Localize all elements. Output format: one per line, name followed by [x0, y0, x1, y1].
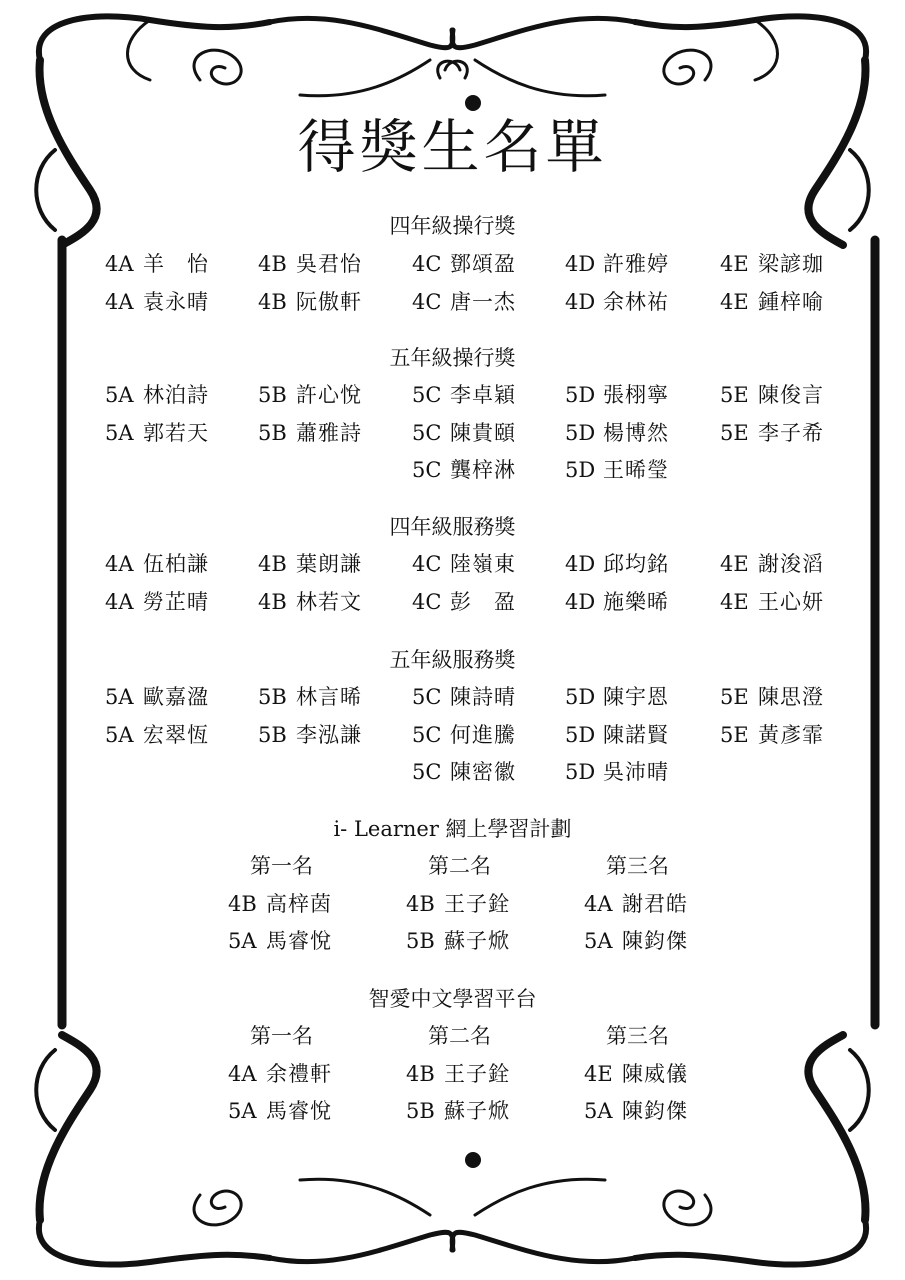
class-code: 4C	[412, 589, 442, 614]
student-name: 林若文	[296, 589, 362, 614]
student-entry	[565, 382, 669, 408]
class-code: 4D	[565, 589, 596, 614]
student-name: 李泓謙	[296, 722, 362, 747]
student-name: 李卓穎	[450, 383, 516, 407]
class-code: 5B	[406, 1099, 435, 1123]
student-entry	[565, 251, 669, 277]
class-code: 5B	[258, 383, 287, 407]
student-entry	[228, 891, 332, 917]
student-name: 龔梓淋	[450, 458, 516, 482]
student-entry	[720, 589, 824, 615]
class-code: 5A	[228, 1099, 257, 1123]
class-code: 4A	[584, 892, 613, 916]
student-entry	[105, 251, 209, 277]
student-entry	[412, 382, 516, 408]
student-entry	[584, 1061, 688, 1087]
student-name: 林泊詩	[143, 383, 209, 407]
class-code: 4B	[228, 892, 257, 916]
student-entry	[406, 891, 510, 917]
student-entry	[228, 928, 332, 954]
section-heading: 五年級操行獎	[389, 346, 516, 370]
class-code: 5E	[720, 383, 749, 407]
class-code: 5A	[584, 929, 613, 953]
student-name: 陳貴頤	[450, 420, 516, 445]
class-code: 5C	[412, 420, 442, 445]
student-name: 陳鈞傑	[622, 1099, 688, 1123]
student-name: 邱均銘	[603, 552, 669, 576]
class-code: 5C	[412, 722, 442, 747]
class-code: 5B	[258, 685, 287, 709]
student-entry	[258, 289, 362, 315]
class-code: 4A	[105, 252, 134, 276]
class-code: 5A	[105, 685, 134, 709]
student-entry	[720, 684, 824, 710]
class-code: 5D	[565, 685, 596, 709]
student-name: 施樂晞	[603, 589, 669, 614]
student-entry	[258, 589, 362, 615]
class-code: 4C	[412, 552, 442, 576]
rank-label: 第二名	[428, 854, 491, 878]
class-code: 5A	[105, 420, 134, 445]
student-entry	[584, 928, 688, 954]
student-name: 宏翠恆	[143, 722, 209, 747]
student-name: 吳君怡	[296, 252, 362, 276]
class-code: 5B	[258, 420, 287, 445]
section-heading: 四年級服務獎	[389, 515, 516, 539]
class-code: 5D	[565, 383, 596, 407]
student-name: 李子希	[758, 420, 824, 445]
student-name: 鄧頌盈	[450, 252, 516, 276]
class-code: 5A	[228, 929, 257, 953]
section-heading: 智愛中文學習平台	[368, 987, 537, 1011]
student-entry	[412, 589, 516, 615]
student-name: 葉朗謙	[296, 552, 362, 576]
class-code: 4D	[565, 289, 596, 314]
class-code: 5D	[565, 722, 596, 747]
student-entry	[565, 759, 669, 785]
student-entry	[565, 289, 669, 315]
class-code: 4B	[258, 289, 287, 314]
student-entry	[720, 289, 824, 315]
student-entry	[412, 289, 516, 315]
student-entry	[406, 1061, 510, 1087]
class-code: 5C	[412, 458, 442, 482]
rank-label: 第一名	[250, 1024, 313, 1048]
class-code: 4A	[105, 289, 134, 314]
class-code: 4E	[720, 289, 749, 314]
student-entry	[412, 251, 516, 277]
class-code: 4A	[105, 589, 134, 614]
student-entry	[258, 382, 362, 408]
student-entry	[258, 722, 362, 748]
page-title: 得獎生名單	[297, 113, 608, 181]
section-heading: 五年級服務獎	[389, 648, 516, 672]
student-name: 陳密徽	[450, 760, 516, 784]
student-entry	[412, 420, 516, 446]
student-name: 高梓茵	[266, 892, 332, 916]
class-code: 5E	[720, 685, 749, 709]
student-entry	[565, 589, 669, 615]
class-code: 5D	[565, 458, 596, 482]
rank-label: 第三名	[606, 854, 669, 878]
class-code: 4A	[228, 1062, 257, 1086]
student-name: 陳宇恩	[603, 685, 669, 709]
class-code: 4C	[412, 252, 442, 276]
student-name: 余禮軒	[266, 1062, 332, 1086]
student-entry	[105, 551, 209, 577]
student-name: 郭若天	[143, 420, 209, 445]
class-code: 5E	[720, 722, 749, 747]
rank-label: 第二名	[428, 1024, 491, 1048]
student-name: 伍柏謙	[143, 552, 209, 576]
student-name: 陳鈞傑	[622, 929, 688, 953]
student-name: 陳詩晴	[450, 685, 516, 709]
student-name: 袁永晴	[143, 289, 209, 314]
student-entry	[105, 589, 209, 615]
student-name: 鍾梓喻	[758, 289, 824, 314]
section-heading: 四年級操行獎	[389, 214, 516, 238]
student-entry	[258, 420, 362, 446]
student-entry	[258, 551, 362, 577]
class-code: 5D	[565, 760, 596, 784]
student-name: 王子銓	[444, 1062, 510, 1086]
class-code: 5A	[105, 722, 134, 747]
student-entry	[105, 722, 209, 748]
student-entry	[258, 251, 362, 277]
student-name: 謝君皓	[622, 892, 688, 916]
student-name: 陸嶺東	[450, 552, 516, 576]
student-entry	[565, 684, 669, 710]
class-code: 4D	[565, 252, 596, 276]
class-code: 5C	[412, 383, 442, 407]
class-code: 5B	[258, 722, 287, 747]
student-name: 楊博然	[603, 420, 669, 445]
student-name: 梁諺珈	[758, 252, 824, 276]
class-code: 4E	[720, 589, 749, 614]
class-code: 4D	[565, 552, 596, 576]
student-name: 許心悅	[296, 383, 362, 407]
student-name: 馬睿悅	[266, 929, 332, 953]
student-name: 蘇子焮	[444, 929, 510, 953]
student-entry	[105, 420, 209, 446]
student-entry	[406, 928, 510, 954]
student-entry	[105, 684, 209, 710]
class-code: 5A	[105, 383, 134, 407]
student-entry	[412, 759, 516, 785]
student-name: 歐嘉溋	[143, 685, 209, 709]
class-code: 4A	[105, 552, 134, 576]
class-code: 4B	[258, 552, 287, 576]
student-name: 馬睿悅	[266, 1099, 332, 1123]
class-code: 4B	[406, 892, 435, 916]
class-code: 5A	[584, 1099, 613, 1123]
student-entry	[720, 551, 824, 577]
student-entry	[412, 722, 516, 748]
class-code: 4C	[412, 289, 442, 314]
student-name: 勞芷晴	[143, 589, 209, 614]
student-entry	[228, 1098, 332, 1124]
section-heading: i- Learner 網上學習計劃	[333, 817, 572, 841]
student-entry	[720, 420, 824, 446]
student-entry	[412, 457, 516, 483]
student-entry	[565, 420, 669, 446]
student-entry	[105, 289, 209, 315]
student-entry	[105, 382, 209, 408]
student-entry	[406, 1098, 510, 1124]
student-entry	[565, 722, 669, 748]
student-name: 陳俊言	[758, 383, 824, 407]
class-code: 4B	[258, 589, 287, 614]
student-name: 阮傲軒	[296, 289, 362, 314]
rank-label: 第一名	[250, 854, 313, 878]
student-entry	[720, 251, 824, 277]
student-entry	[412, 684, 516, 710]
rank-label: 第三名	[606, 1024, 669, 1048]
student-entry	[565, 457, 669, 483]
student-name: 陳諾賢	[603, 722, 669, 747]
student-entry	[584, 891, 688, 917]
student-entry	[720, 722, 824, 748]
class-code: 5D	[565, 420, 596, 445]
student-name: 陳思澄	[758, 685, 824, 709]
student-name: 蘇子焮	[444, 1099, 510, 1123]
student-name: 吳沛晴	[603, 760, 669, 784]
class-code: 5B	[406, 929, 435, 953]
class-code: 4E	[584, 1062, 613, 1086]
student-name: 唐一杰	[450, 289, 516, 314]
student-name: 許雅婷	[603, 252, 669, 276]
class-code: 4E	[720, 252, 749, 276]
student-name: 張栩寧	[603, 383, 669, 407]
student-entry	[565, 551, 669, 577]
student-name: 羊 怡	[143, 252, 209, 276]
student-name: 謝浚滔	[758, 552, 824, 576]
student-name: 蕭雅詩	[296, 420, 362, 445]
student-name: 林言晞	[296, 685, 362, 709]
student-name: 黃彥霏	[758, 722, 824, 747]
student-entry	[584, 1098, 688, 1124]
student-name: 陳威儀	[622, 1062, 688, 1086]
student-name: 余林祐	[603, 289, 669, 314]
student-name: 王心妍	[758, 589, 824, 614]
class-code: 4B	[258, 252, 287, 276]
student-name: 王晞瑩	[603, 458, 669, 482]
student-entry	[412, 551, 516, 577]
student-entry	[720, 382, 824, 408]
class-code: 5E	[720, 420, 749, 445]
class-code: 5C	[412, 685, 442, 709]
student-name: 王子銓	[444, 892, 510, 916]
class-code: 4E	[720, 552, 749, 576]
student-entry	[258, 684, 362, 710]
student-name: 彭 盈	[450, 589, 516, 614]
student-name: 何進騰	[450, 722, 516, 747]
class-code: 4B	[406, 1062, 435, 1086]
class-code: 5C	[412, 760, 442, 784]
student-entry	[228, 1061, 332, 1087]
